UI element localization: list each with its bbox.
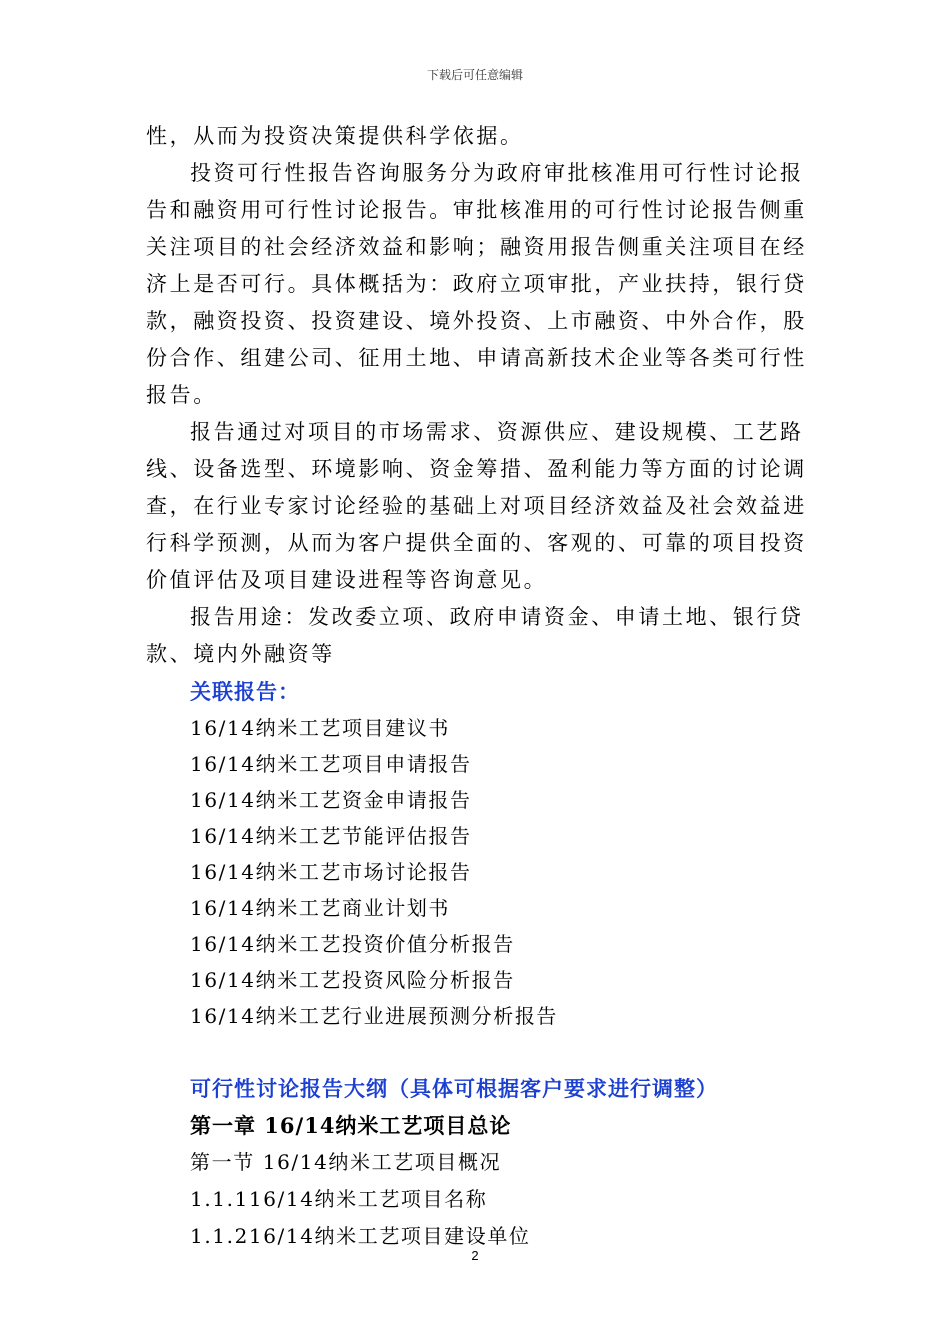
outline-heading: 可行性讨论报告大纲（具体可根据客户要求进行调整）	[190, 1076, 718, 1101]
related-reports-heading: 关联报告：	[190, 679, 300, 704]
section-title: 第一节 16/14纳米工艺项目概况	[190, 1150, 502, 1174]
related-report-item: 16/14纳米工艺商业计划书	[190, 896, 451, 920]
page-number: 2	[471, 1248, 479, 1263]
related-report-item: 16/14纳米工艺项目建议书	[190, 716, 451, 740]
paragraph-service-types: 投资可行性报告咨询服务分为政府审批核准用可行性讨论报告和融资用可行性讨论报告。审批核准用的可行性讨论报告侧重关注项目的社会经济效益和影响；融资用报告侧重关注项目在经济上是否可行。具体概括为：政府立项审批，产业扶持，银行贷款，融资投资、投资建设、境外投资、上市融资、中外合作，股份合作、组建公司、征用土地、申请高新技术企业等各类可行性报告。	[146, 161, 807, 407]
section-spacer	[146, 1034, 816, 1070]
subsection-title: 1.1.116/14纳米工艺项目名称	[190, 1187, 488, 1211]
related-report-item: 16/14纳米工艺节能评估报告	[190, 824, 472, 848]
related-report-item: 16/14纳米工艺投资风险分析报告	[190, 968, 515, 992]
related-report-item: 16/14纳米工艺项目申请报告	[190, 752, 472, 776]
related-report-item: 16/14纳米工艺行业进展预测分析报告	[190, 1004, 559, 1028]
chapter-title: 第一章 16/14纳米工艺项目总论	[190, 1113, 512, 1138]
document-body	[146, 118, 816, 1255]
paragraph-continuation: 性，从而为投资决策提供科学依据。	[146, 124, 524, 148]
paragraph-report-uses: 报告用途：发改委立项、政府申请资金、申请土地、银行贷款、境内外融资等	[146, 605, 804, 666]
page-header: 下载后可任意编辑	[426, 68, 523, 82]
paragraph-report-content: 报告通过对项目的市场需求、资源供应、建设规模、工艺路线、设备选型、环境影响、资金筹措、盈利能力等方面的讨论调查，在行业专家讨论经验的基础上对项目经济效益及社会效益进行科学预测，从而为客户提供全面的、客观的、可靠的项目投资价值评估及项目建设进程等咨询意见。	[146, 420, 807, 592]
related-report-item: 16/14纳米工艺资金申请报告	[190, 788, 472, 812]
related-report-item: 16/14纳米工艺市场讨论报告	[190, 860, 472, 884]
related-report-item: 16/14纳米工艺投资价值分析报告	[190, 932, 515, 956]
related-reports-list	[146, 710, 816, 1034]
subsection-title: 1.1.216/14纳米工艺项目建设单位	[190, 1224, 531, 1248]
